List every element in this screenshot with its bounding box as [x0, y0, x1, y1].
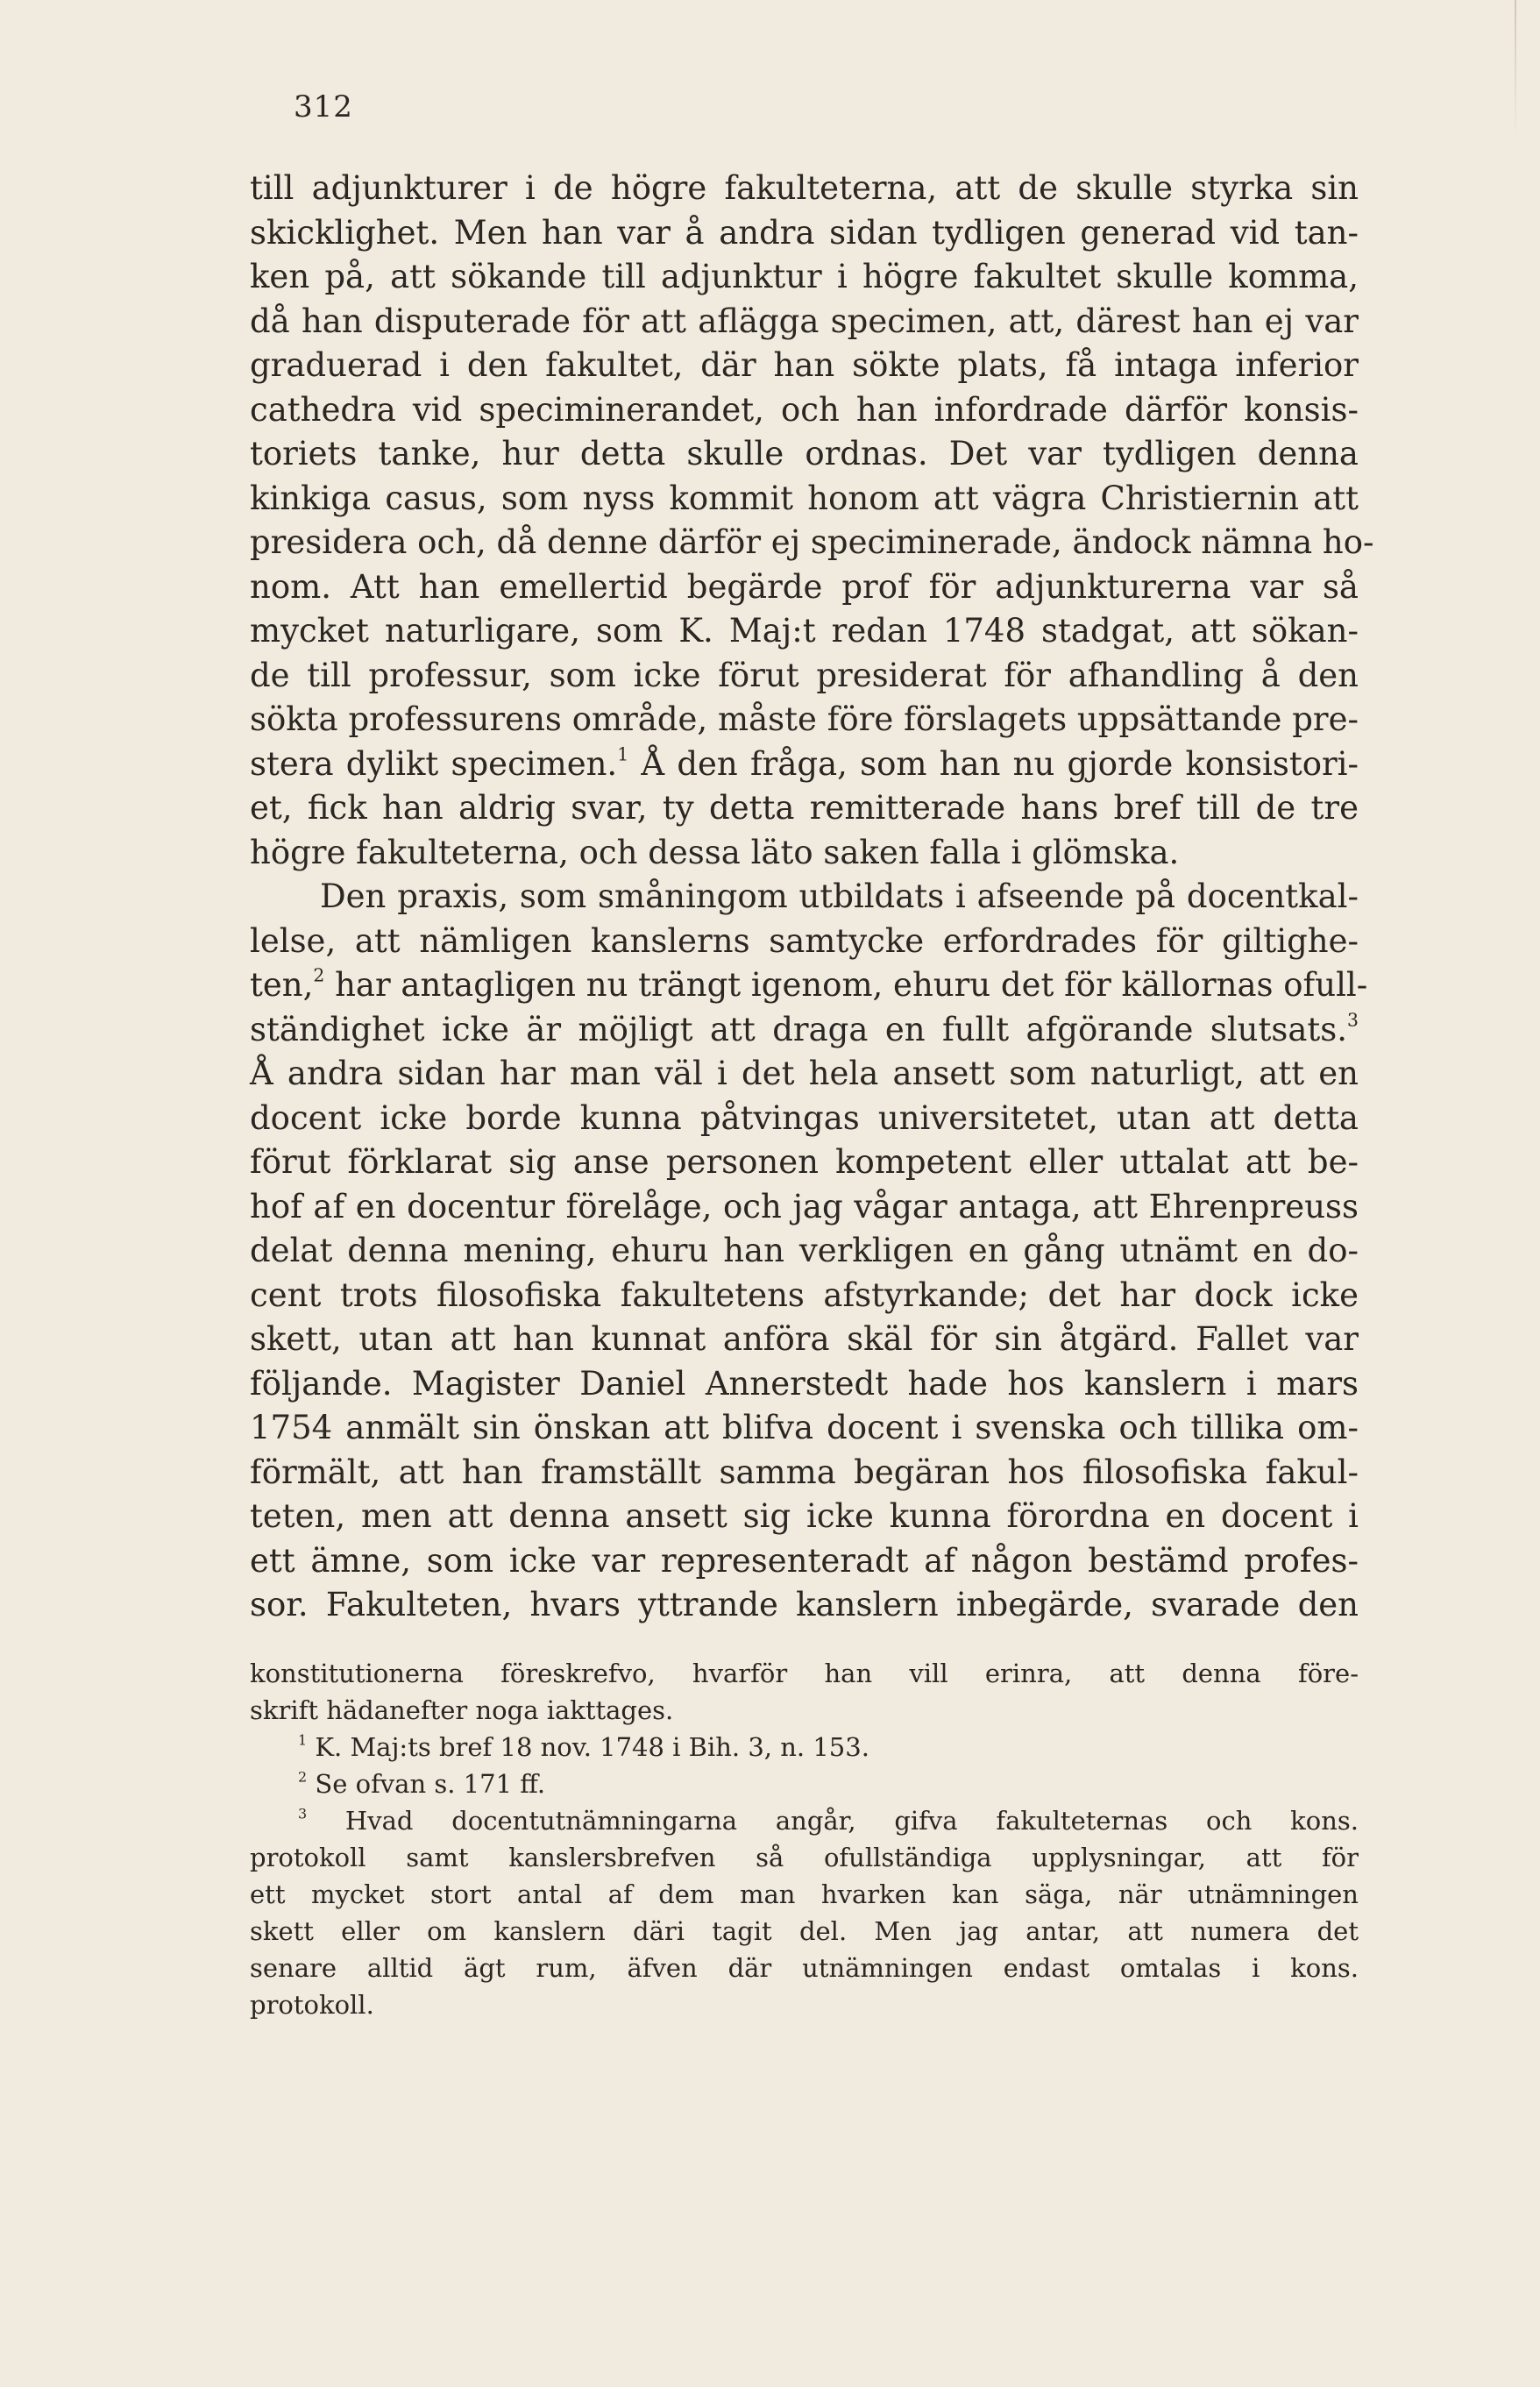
body-text	[250, 167, 1374, 1628]
text-line: förut förklarat sig anse personen kompetent eller uttalat att be-	[250, 1143, 1359, 1181]
text-line: sor. Fakulteten, hvars yttrande kanslern inbegärde, svarade den	[250, 1586, 1359, 1623]
footnote-marker: 1	[298, 1731, 308, 1749]
text-line: toriets tanke, hur detta skulle ordnas. Det var tydligen denna	[250, 435, 1359, 472]
text-line: cathedra vid speciminerandet, och han infordrade därför konsis-	[250, 390, 1359, 429]
page-number: 312	[294, 89, 353, 124]
footnote-2	[250, 1765, 1359, 1802]
text-line: hof af en docentur förelåge, och jag vågar antaga, att Ehrenpreuss	[250, 1187, 1359, 1225]
footnote-marker: 3	[298, 1805, 308, 1822]
text-line: mycket naturligare, som K. Maj:t redan 1748 stadgat, att sökan-	[250, 612, 1359, 650]
footnote-ref-1[interactable]: 1	[617, 743, 629, 765]
text-line: högre fakulteterna, och dessa läto saken falla i glömska.	[250, 833, 1180, 871]
text-line: följande. Magister Daniel Annerstedt hade hos kanslern i mars	[250, 1364, 1359, 1403]
text-segment: ständighet icke är möjligt att draga en fullt afgörande slutsats.	[250, 1010, 1348, 1048]
text-line	[250, 963, 1368, 1008]
text-line: kinkiga casus, som nyss kommit honom att vägra Christiernin att	[250, 479, 1359, 517]
text-segment: ten,	[250, 966, 314, 1004]
footnote-text: K. Maj:ts bref 18 nov. 1748 i Bih. 3, n. 153.	[307, 1732, 869, 1762]
text-segment: har antagligen nu trängt igenom, ehuru det för källornas ofull-	[324, 966, 1368, 1004]
footnote-text: Se ofvan s. 171 ff.	[307, 1769, 546, 1799]
footnote-line: konstitutionerna föreskrefvo, hvarför han vill erinra, att denna före-	[250, 1659, 1359, 1688]
text-line: skett, utan att han kunnat anföra skäl för sin åtgärd. Fallet var	[250, 1320, 1359, 1358]
text-line: förmält, att han framställt samma begäran hos filosofiska fakul-	[250, 1453, 1359, 1491]
text-line: delat denna mening, ehuru han verkligen en gång utnämt en do-	[250, 1232, 1359, 1269]
footnote-3	[250, 1802, 1359, 1839]
footnote-line: skett eller om kanslern däri tagit del. Men jag antar, att numera det	[250, 1916, 1359, 1946]
text-line: 1754 anmält sin önskan att blifva docent i svenska och tillika om-	[250, 1409, 1359, 1446]
text-line	[250, 742, 1359, 787]
text-line: då han disputerade för att aflägga specimen, att, därest han ej var	[250, 302, 1359, 340]
text-line: cent trots filosofiska fakultetens afstyrkande; det har dock icke	[250, 1275, 1359, 1314]
footnote-text: Hvad docentutnämningarna angår, gifva fakulteternas och kons.	[307, 1806, 1359, 1836]
footnote-marker: 2	[298, 1768, 308, 1786]
footnote-line: protokoll samt kanslersbrefven så ofullständiga upplysningar, att för	[250, 1843, 1359, 1872]
text-line: ken på, att sökande till adjunktur i högre fakultet skulle komma,	[250, 258, 1359, 295]
text-line: graduerad i den fakultet, där han sökte plats, få intaga inferior	[250, 346, 1359, 384]
text-line: Den praxis, som småningom utbildats i afseende på docentkal-	[320, 877, 1359, 915]
text-line	[250, 1008, 1359, 1053]
footnote-line: protokoll.	[250, 1990, 374, 2020]
text-line: nom. Att han emellertid begärde prof för adjunkturerna var så	[250, 567, 1359, 606]
text-segment: stera dylikt specimen.	[250, 744, 618, 783]
text-line: lelse, att nämligen kanslerns samtycke erfordrades för giltighe-	[250, 921, 1359, 960]
text-line: ett ämne, som icke var representeradt af någon bestämd profes-	[250, 1541, 1359, 1580]
text-line: teten, men att denna ansett sig icke kunna förordna en docent i	[250, 1497, 1359, 1535]
text-segment: Å den fråga, som han nu gjorde konsistori-	[628, 744, 1359, 783]
footnote-ref-2[interactable]: 2	[313, 964, 325, 986]
text-line: de till professur, som icke förut presiderat för afhandling å den	[250, 656, 1359, 694]
footnotes	[250, 1655, 1359, 2023]
text-line: et, fick han aldrig svar, ty detta remitterade hans bref till de tre	[250, 789, 1359, 827]
scan-edge-mark	[1515, 0, 1516, 140]
text-line: till adjunkturer i de högre fakulteterna, att de skulle styrka sin	[250, 169, 1359, 207]
footnote-ref-3[interactable]: 3	[1347, 1009, 1359, 1031]
text-line: Å andra sidan har man väl i det hela ansett som naturligt, att en	[250, 1055, 1359, 1092]
footnote-line: skrift hädanefter noga iakttages.	[250, 1695, 674, 1725]
footnote-line: senare alltid ägt rum, äfven där utnämningen endast omtalas i kons.	[250, 1953, 1359, 1983]
text-line: docent icke borde kunna påtvingas universitetet, utan att detta	[250, 1098, 1359, 1137]
text-line: skicklighet. Men han var å andra sidan tydligen generad vid tan-	[250, 213, 1359, 252]
text-line: sökta professurens område, måste före förslagets uppsättande pre-	[250, 700, 1359, 738]
footnote-line: ett mycket stort antal af dem man hvarken kan säga, när utnämningen	[250, 1879, 1359, 1909]
footnote-1	[250, 1729, 1359, 1765]
text-line: presidera och, då denne därför ej specimineradе, ändock nämna ho-	[250, 523, 1374, 561]
